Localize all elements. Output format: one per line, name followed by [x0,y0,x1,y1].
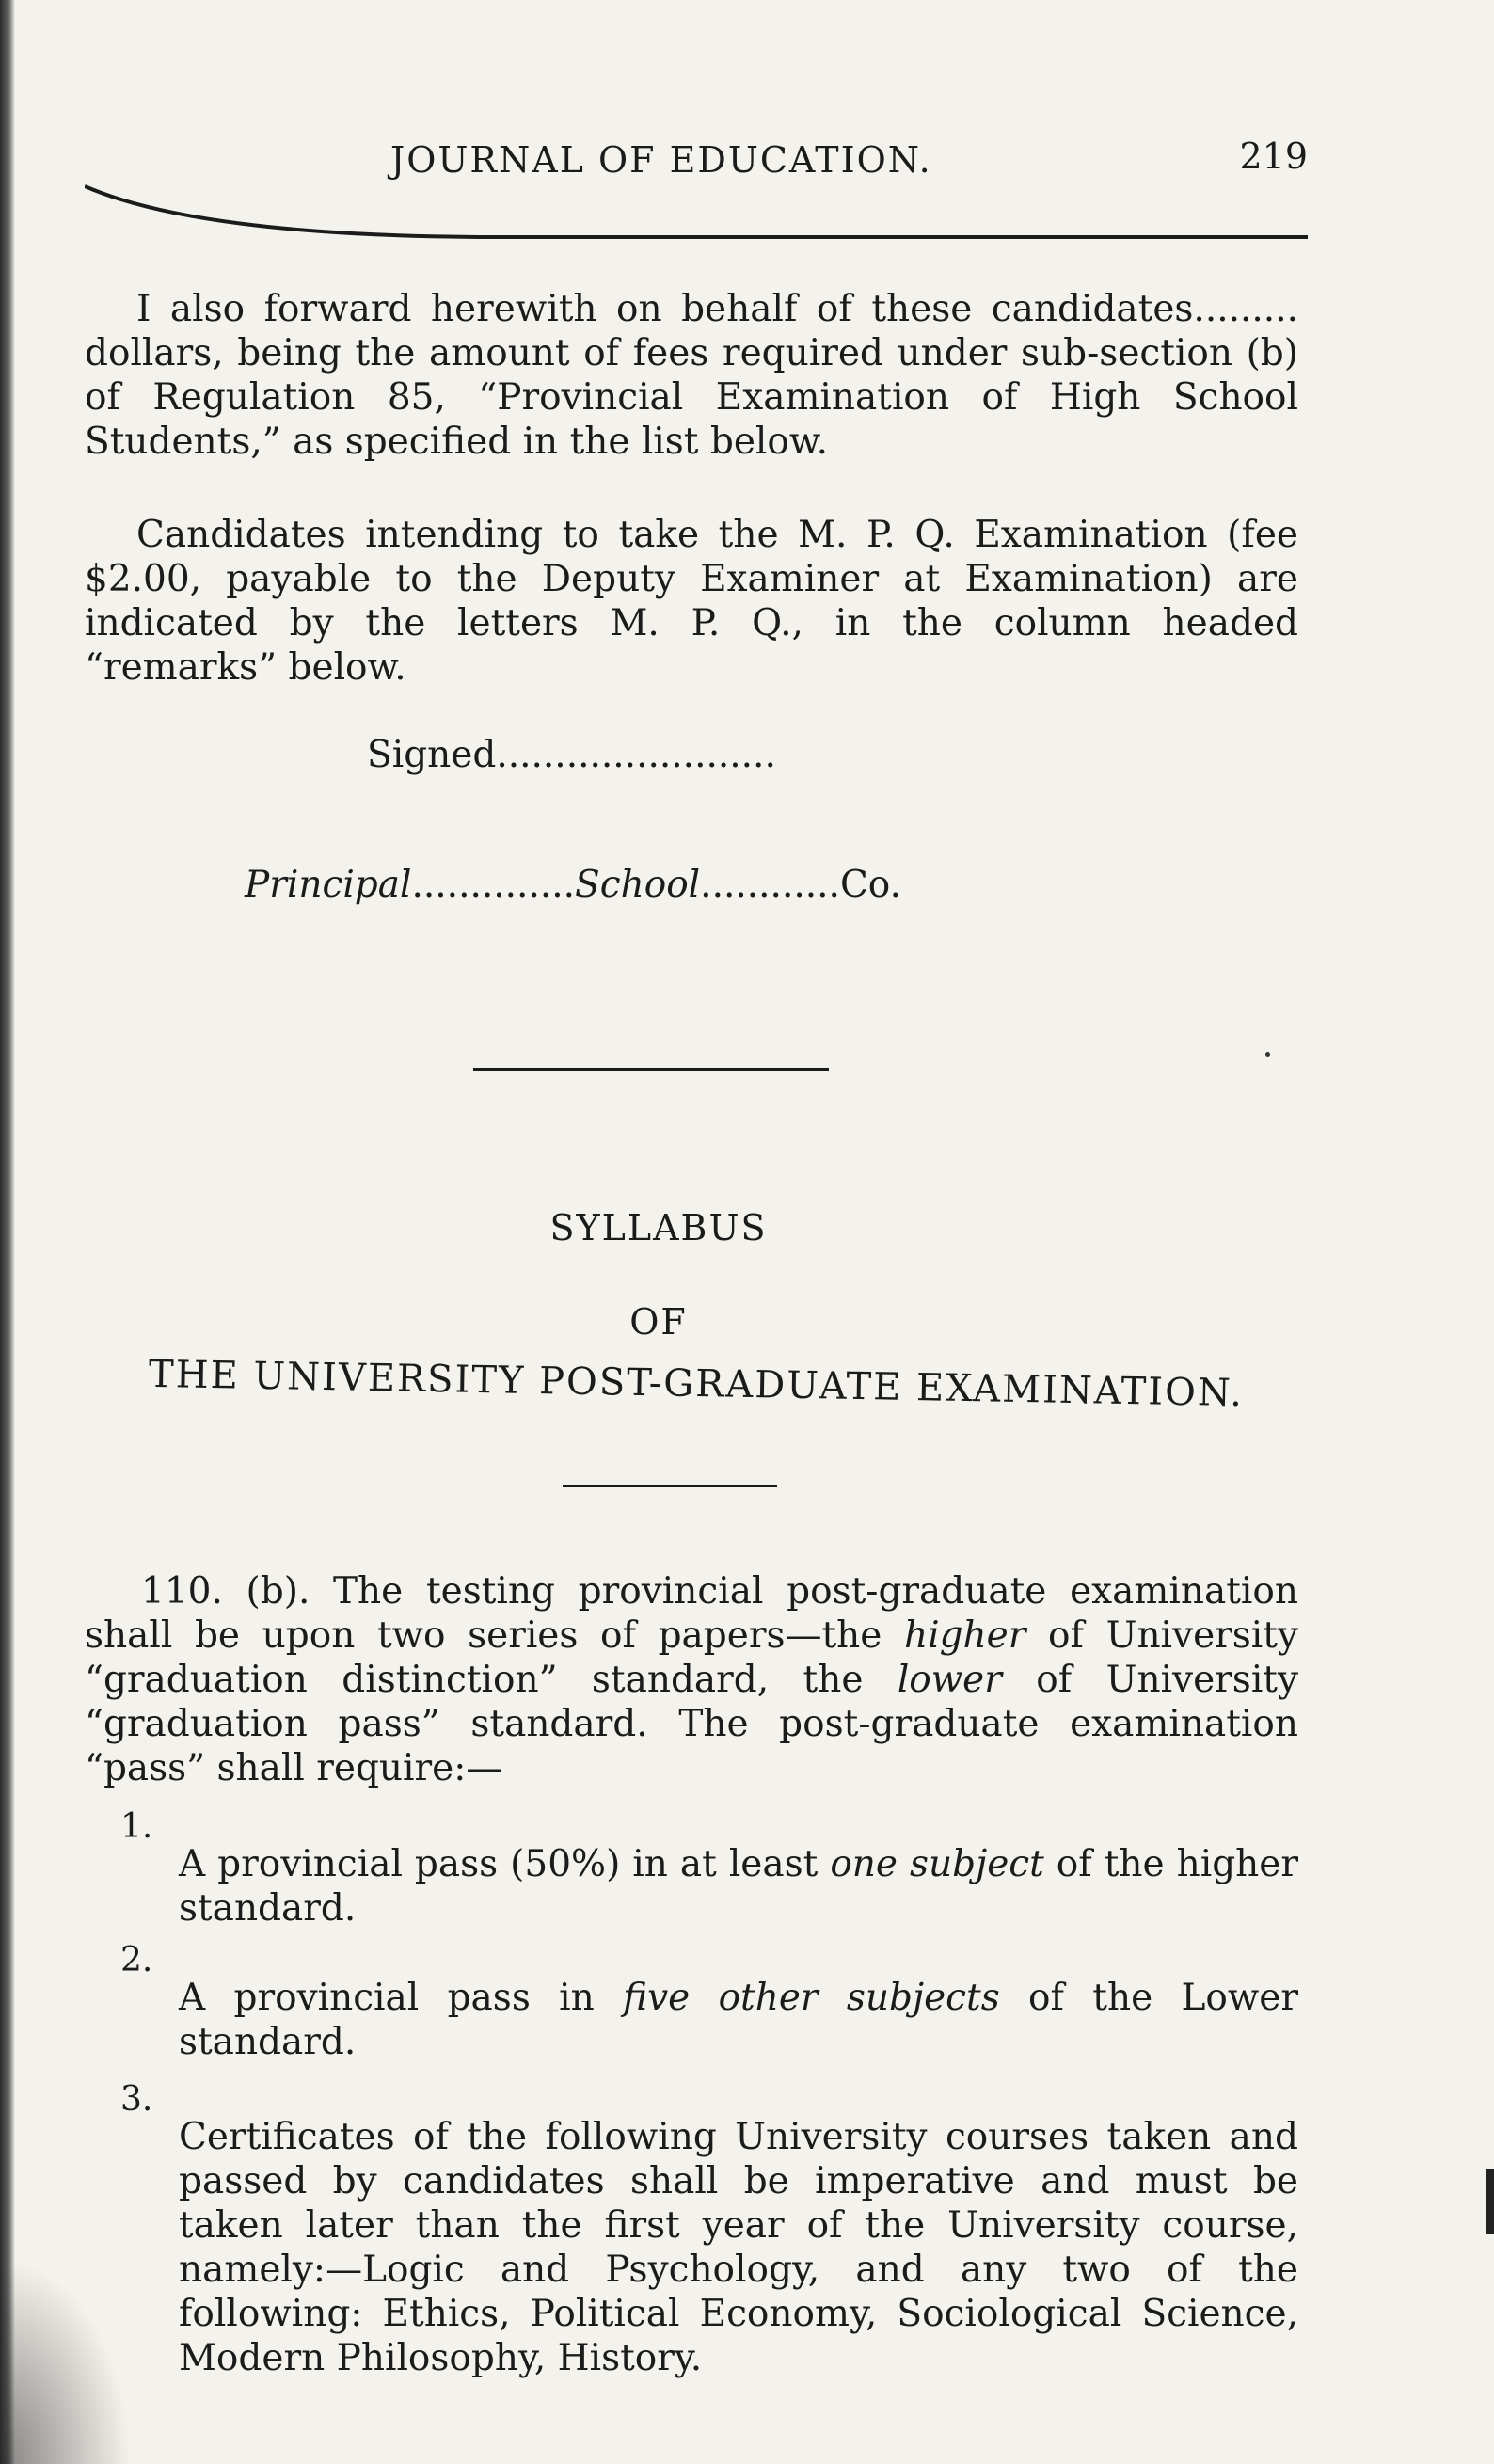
section-divider [473,1068,829,1071]
edge-mark [1486,2169,1494,2234]
list-text-emph: one subject [830,1843,1044,1885]
school-dots: ............ [700,864,840,906]
section-110-mid: of University “graduation distinction” standard, the [85,1614,1298,1701]
syllabus-title: SYLLABUS [549,1207,768,1248]
section-110-end: of University “graduation pass” standard. The post-graduate examination “pass” shall require:— [85,1659,1298,1789]
list-number: 1. [120,1807,153,1846]
running-head: JOURNAL OF EDUCATION. [390,139,932,181]
page-number: 219 [1239,135,1308,177]
list-item [120,1807,1298,1931]
list-number: 3. [120,2080,153,2119]
section-110-paragraph [85,1569,1298,1790]
section-110-lower: lower [897,1659,1002,1701]
list-text [122,2115,1298,2380]
list-text-pre: A provincial pass (50%) in at least [179,1843,831,1885]
requirement-list-1 [120,1807,1298,1931]
principal-label: Principal [245,864,412,906]
requirement-list-2 [120,1941,1298,2064]
signed-line: Signed........................ [367,734,776,776]
section-110-lead: 110. (b). The testing provincial post-graduate examination shall be upon two series of papers—the [85,1570,1298,1657]
mpq-paragraph: Candidates intending to take the M. P. Q. Examination (fee $2.00, payable to the Deputy Examiner at Examination) are indicated by the letters M. P. Q., in the column headed “remarks” below. [85,514,1298,689]
list-number: 2. [120,1941,153,1979]
fees-paragraph: I also forward herewith on behalf of these candidates......... dollars, being the amount of fees required under sub-section (b) of Regulation 85, “Provincial Examination of High School Students,” as specified in the list below. [85,288,1298,463]
title-divider [563,1485,777,1487]
requirement-list-3 [120,2080,1298,2380]
syllabus-subtitle: THE UNIVERSITY POST-GRADUATE EXAMINATION. [148,1352,1245,1416]
county-label: Co. [839,864,901,906]
list-text [122,1842,1298,1931]
section-110-higher: higher [904,1614,1026,1657]
principal-dots: .............. [411,864,576,906]
list-text-pre: A provincial pass in [179,1977,624,2019]
list-text-pre: Certificates of the following University courses taken and passed by candidates shall be imperative and must be taken later than the first year of the University course, namely:—Logic and Psychology, and any two of the following: Ethics, Political Economy, Sociological Science, Modern Philosophy, History. [179,2116,1298,2379]
list-text [122,1976,1298,2064]
list-item [120,2080,1298,2380]
syllabus-of: OF [629,1301,688,1343]
speck [1265,1052,1270,1057]
list-item [120,1941,1298,2064]
list-text-post: of the Lower standard. [179,1977,1298,2063]
list-text-emph: five other subjects [623,1977,1000,2019]
school-label: School [575,864,701,906]
principal-line [245,864,901,906]
header-rule [85,179,1308,254]
page-corner-shadow [0,2257,132,2464]
list-text-post: of the higher standard. [179,1843,1298,1930]
